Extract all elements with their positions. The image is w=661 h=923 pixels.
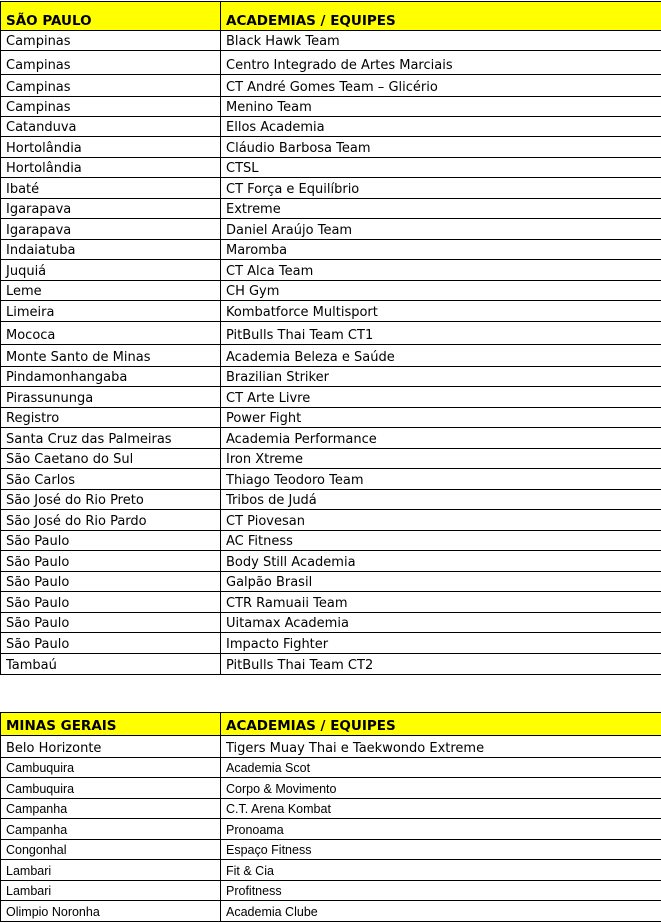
city-cell: São José do Rio Preto — [1, 490, 221, 510]
table-row — [1, 240, 661, 260]
academy-cell: C.T. Arena Kombat — [221, 799, 661, 819]
academy-cell: CT Força e Equilíbrio — [221, 178, 661, 199]
city-cell: São Paulo — [1, 572, 221, 592]
city-cell: São Carlos — [1, 469, 221, 490]
table-row — [1, 117, 661, 137]
academy-cell: Espaço Fitness — [221, 840, 661, 860]
academy-cell: Centro Integrado de Artes Marciais — [221, 51, 661, 75]
academy-cell: Fit & Cia — [221, 860, 661, 881]
table-row — [1, 428, 661, 449]
table-row — [1, 137, 661, 158]
table-row — [1, 654, 661, 675]
city-cell: Santa Cruz das Palmeiras — [1, 428, 221, 449]
minas-gerais-table — [0, 712, 661, 922]
academy-cell: Academia Beleza e Saúde — [221, 345, 661, 367]
city-cell: Campinas — [1, 75, 221, 97]
city-cell: São Paulo — [1, 613, 221, 633]
city-cell: Igarapava — [1, 219, 221, 240]
city-cell: Registro — [1, 408, 221, 428]
academy-cell: Academia Clube — [221, 901, 661, 922]
table-row — [1, 199, 661, 219]
table-row — [1, 633, 661, 654]
academy-cell: CT Alca Team — [221, 260, 661, 281]
table-row — [1, 572, 661, 592]
table-row — [1, 322, 661, 345]
table-row — [1, 31, 661, 51]
table-row — [1, 387, 661, 408]
academy-cell: Power Fight — [221, 408, 661, 428]
table-row — [1, 778, 661, 799]
city-cell: Olimpio Noronha — [1, 901, 221, 922]
table-row — [1, 901, 661, 922]
city-cell: Lambari — [1, 881, 221, 901]
state-header: SÃO PAULO — [1, 2, 221, 31]
table-row — [1, 408, 661, 428]
sao-paulo-table — [0, 1, 661, 675]
academy-cell: CT André Gomes Team – Glicério — [221, 75, 661, 97]
city-cell: Cambuquira — [1, 778, 221, 799]
city-cell: Pirassununga — [1, 387, 221, 408]
table-row — [1, 345, 661, 367]
academy-cell: Menino Team — [221, 97, 661, 117]
table-row — [1, 881, 661, 901]
table-row — [1, 531, 661, 551]
city-cell: Hortolândia — [1, 158, 221, 178]
table-row — [1, 510, 661, 531]
city-cell: Campinas — [1, 97, 221, 117]
table-row — [1, 758, 661, 778]
city-cell: Catanduva — [1, 117, 221, 137]
table-row — [1, 490, 661, 510]
table-row — [1, 860, 661, 881]
table-row — [1, 219, 661, 240]
city-cell: Pindamonhangaba — [1, 367, 221, 387]
table-row — [1, 97, 661, 117]
academy-cell: Kombatforce Multisport — [221, 301, 661, 322]
table-row — [1, 281, 661, 301]
academy-cell: CH Gym — [221, 281, 661, 301]
table-row — [1, 449, 661, 469]
academy-cell: Maromba — [221, 240, 661, 260]
city-cell: Igarapava — [1, 199, 221, 219]
table-row — [1, 301, 661, 322]
table-row — [1, 367, 661, 387]
table-row — [1, 51, 661, 75]
academy-cell: Tribos de Judá — [221, 490, 661, 510]
academy-cell: CTR Ramuaii Team — [221, 592, 661, 613]
table-row — [1, 158, 661, 178]
city-cell: Mococa — [1, 322, 221, 345]
city-cell: Lambari — [1, 860, 221, 881]
academy-cell: Daniel Araújo Team — [221, 219, 661, 240]
state-header: MINAS GERAIS — [1, 713, 221, 736]
city-cell: São Paulo — [1, 633, 221, 654]
academy-cell: Academia Performance — [221, 428, 661, 449]
table-row — [1, 592, 661, 613]
academy-cell: Black Hawk Team — [221, 31, 661, 51]
academy-cell: Body Still Academia — [221, 551, 661, 572]
table-row — [1, 260, 661, 281]
academy-cell: Uitamax Academia — [221, 613, 661, 633]
city-cell: Campanha — [1, 799, 221, 819]
table-row — [1, 736, 661, 758]
city-cell: São Paulo — [1, 592, 221, 613]
academy-cell: AC Fitness — [221, 531, 661, 551]
academy-cell: Galpão Brasil — [221, 572, 661, 592]
city-cell: São Paulo — [1, 551, 221, 572]
city-cell: Hortolândia — [1, 137, 221, 158]
city-cell: São Paulo — [1, 531, 221, 551]
city-cell: Congonhal — [1, 840, 221, 860]
table-row — [1, 799, 661, 819]
academy-cell: Impacto Fighter — [221, 633, 661, 654]
academies-header: ACADEMIAS / EQUIPES — [221, 713, 661, 736]
academy-cell: CTSL — [221, 158, 661, 178]
academies-header: ACADEMIAS / EQUIPES — [221, 2, 661, 31]
academy-cell: Pronoama — [221, 819, 661, 840]
academy-cell: Academia Scot — [221, 758, 661, 778]
academy-cell: Extreme — [221, 199, 661, 219]
table-header-row — [1, 2, 661, 31]
table-row — [1, 178, 661, 199]
city-cell: Leme — [1, 281, 221, 301]
academy-cell: CT Arte Livre — [221, 387, 661, 408]
city-cell: São José do Rio Pardo — [1, 510, 221, 531]
academy-cell: Corpo & Movimento — [221, 778, 661, 799]
table-row — [1, 840, 661, 860]
academy-cell: Thiago Teodoro Team — [221, 469, 661, 490]
city-cell: Ibaté — [1, 178, 221, 199]
academy-cell: CT Piovesan — [221, 510, 661, 531]
table-row — [1, 75, 661, 97]
table-row — [1, 819, 661, 840]
academy-cell: PitBulls Thai Team CT1 — [221, 322, 661, 345]
city-cell: Belo Horizonte — [1, 736, 221, 758]
table-row — [1, 551, 661, 572]
city-cell: Tambaú — [1, 654, 221, 675]
academy-cell: Cláudio Barbosa Team — [221, 137, 661, 158]
academy-cell: Tigers Muay Thai e Taekwondo Extreme — [221, 736, 661, 758]
city-cell: Cambuquira — [1, 758, 221, 778]
academy-cell: Brazilian Striker — [221, 367, 661, 387]
city-cell: Juquiá — [1, 260, 221, 281]
city-cell: Indaiatuba — [1, 240, 221, 260]
academy-cell: Profitness — [221, 881, 661, 901]
city-cell: Campinas — [1, 31, 221, 51]
city-cell: Monte Santo de Minas — [1, 345, 221, 367]
table-row — [1, 613, 661, 633]
table-header-row — [1, 713, 661, 736]
city-cell: Campinas — [1, 51, 221, 75]
academy-cell: Iron Xtreme — [221, 449, 661, 469]
table-row — [1, 469, 661, 490]
academy-cell: Ellos Academia — [221, 117, 661, 137]
city-cell: Campanha — [1, 819, 221, 840]
city-cell: Limeira — [1, 301, 221, 322]
academy-cell: PitBulls Thai Team CT2 — [221, 654, 661, 675]
city-cell: São Caetano do Sul — [1, 449, 221, 469]
